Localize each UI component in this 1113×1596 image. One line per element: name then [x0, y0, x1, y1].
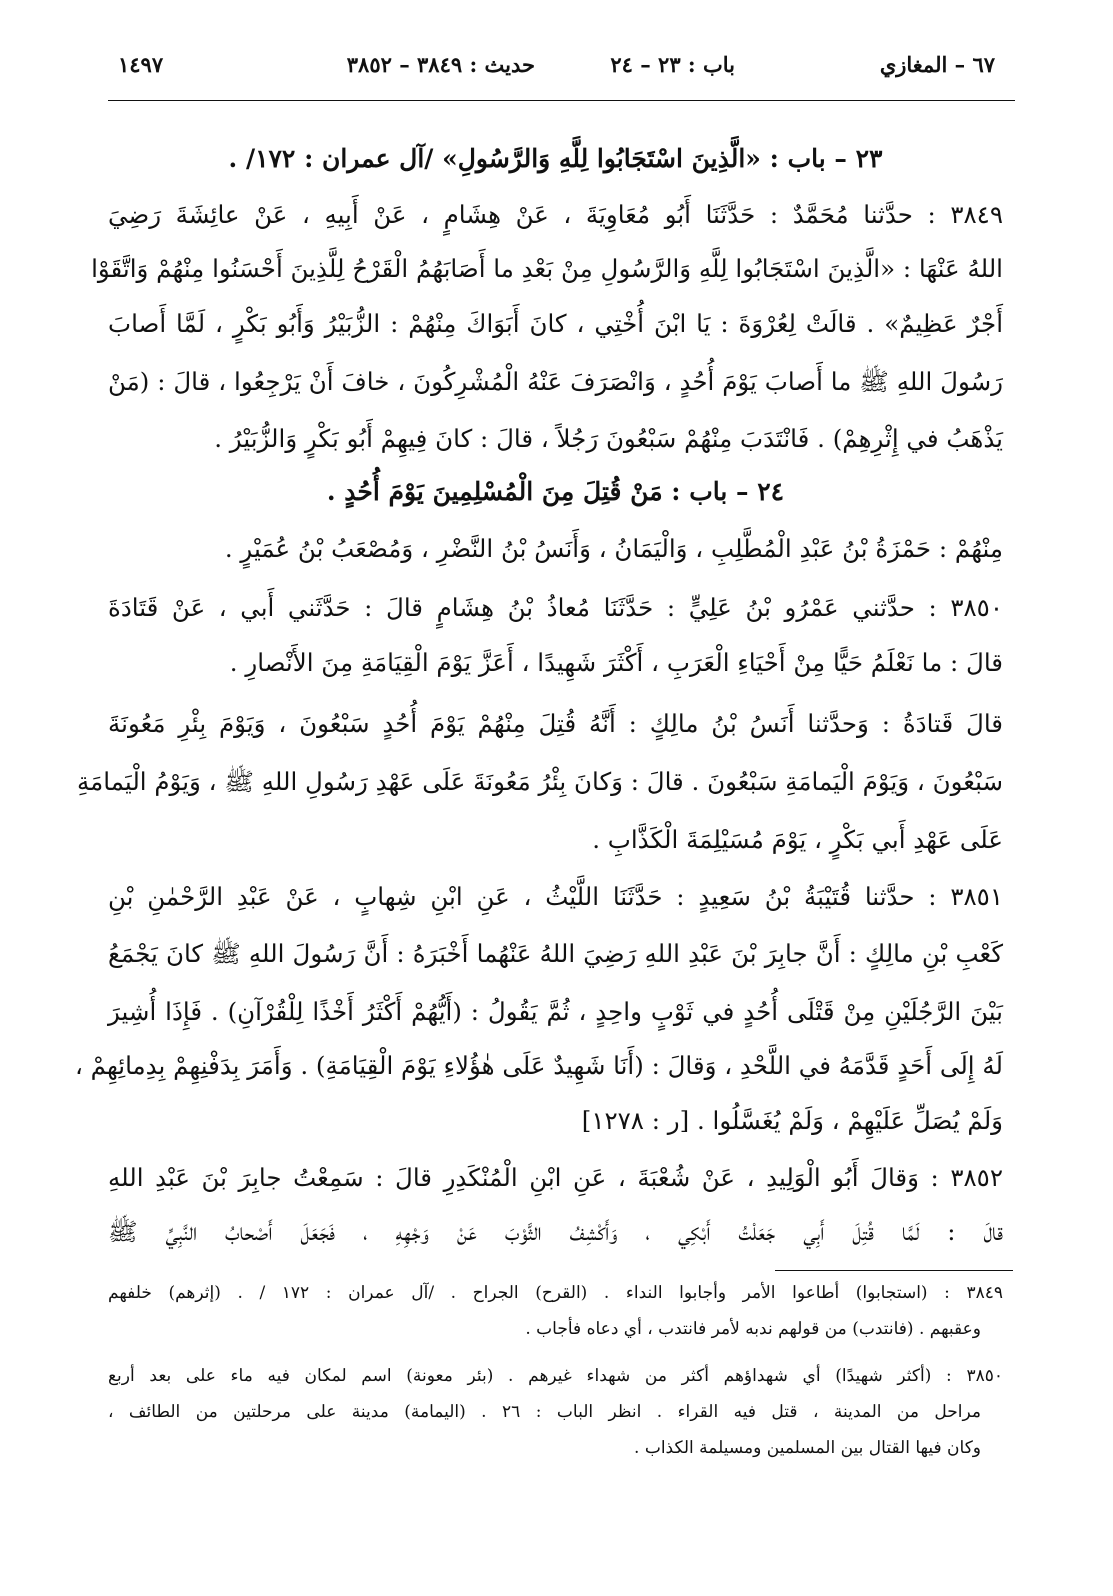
header-hadith-range: حديث : ٣٨٤٩ – ٣٨٥٢ [346, 52, 535, 77]
hadith-3849-line-1: ٣٨٤٩ : حدَّثنا مُحَمَّدٌ : حَدَّثَنَا أَبُو مُعَاوِيَةَ ، عَنْ هِشَامٍ ، عَنْ أَبِيهِ ، عَنْ عائِشَةَ رَضِيَ [108, 200, 1003, 229]
hadith-3850-line-5: عَلَى عَهْدِ أَبي بَكْرٍ ، يَوْمَ مُسَيْلِمَةَ الْكَذَّابِ . [592, 825, 1003, 854]
footnote-3850-line-2: مراحل من المدينة ، قتل فيه القراء . انظر الباب : ٢٦ . (اليمامة) مدينة على مرحلتين من الطائف ، [108, 1402, 981, 1422]
header-bab-range: باب : ٢٣ – ٢٤ [610, 52, 735, 77]
hadith-3851-line-4: لَهُ إِلَى أَحَدٍ قَدَّمَهُ في اللَّحْدِ ، وَقالَ : (أَنَا شَهِيدٌ عَلَى هٰؤُلاءِ يَوْمَ الْقِيَامَةِ) . وَأَمَرَ بِدَفْنِهِمْ بِدِمائِهِمْ ، [74, 1051, 1003, 1080]
footnote-3850-line-3: وكان فيها القتال بين المسلمين ومسيلمة الكذاب . [634, 1438, 981, 1458]
header-section-title: ٦٧ – المغازي [879, 52, 995, 77]
hadith-3851-line-5: وَلَمْ يُصَلِّ عَلَيْهِمْ ، وَلَمْ يُغَسَّلُوا . [ر : ١٢٧٨] [581, 1106, 1003, 1135]
hadith-3850-line-4: سَبْعُونَ ، وَيَوْمَ الْيَمامَةِ سَبْعُونَ . قالَ : وَكانَ بِئْرُ مَعُونَةَ عَلَى عَهْدِ رَسُولِ اللهِ ﷺ ، وَيَوْمُ الْيَمامَةِ [77, 767, 1003, 796]
hadith-3849-line-3: أَجْرٌ عَظِيمٌ» . قالَتْ لِعُرْوَةَ : يَا ابْنَ أُخْتِي ، كانَ أَبَوَاكَ مِنْهُمْ : الزُّبَيْرُ وَأَبُو بَكْرٍ ، لَمَّا أَصابَ [108, 309, 1003, 338]
hadith-3849-line-2: اللهُ عَنْهَا : «الَّذِينَ اسْتَجَابُوا لِلَّهِ وَالرَّسُولِ مِنْ بَعْدِ ما أَصَابَهُمُ الْقَرْحُ لِلَّذِينَ أَحْسَنُوا مِنْهُمْ وَاتَّقَوْا [91, 254, 1003, 283]
footnote-3849-line-2: وعقبهم . (فانتدب) من قولهم ندبه لأمر فانتدب ، أي دعاه فأجاب . [525, 1319, 981, 1339]
hadith-3850-line-2: قالَ : ما نَعْلَمُ حَيًّا مِنْ أَحْيَاءِ الْعَرَبِ ، أَكْثَرَ شَهِيدًا ، أَعَزَّ يَوْمَ الْقِيَامَةِ مِنَ الأَنْصارِ . [229, 648, 1003, 677]
footnote-3850-line-1: ٣٨٥٠ : (أكثر شهيدًا) أي شهداؤهم أكثر من شهداء غيرهم . (بئر معونة) اسم لمكان فيه ماء على بعد أربع [108, 1366, 1003, 1386]
page-number: ١٤٩٧ [118, 52, 164, 77]
running-header [108, 48, 1005, 88]
footnote-3849-line-1: ٣٨٤٩ : (استجابوا) أطاعوا الأمر وأجابوا النداء . (القرح) الجراح . /آل عمران : ١٧٢ / . (إثرهم) خلفهم [108, 1283, 1004, 1303]
header-divider [108, 100, 1015, 101]
hadith-3850-line-1: ٣٨٥٠ : حدَّثني عَمْرُو بْنُ عَلِيٍّ : حَدَّثَنَا مُعاذُ بْنُ هِشَامٍ قالَ : حَدَّثَني أَبي ، عَنْ قَتَادَةَ [108, 593, 1003, 622]
hadith-3849-line-5: يَذْهَبُ في إِثْرِهِمْ) . فَانْتَدَبَ مِنْهُمْ سَبْعُونَ رَجُلاً ، قالَ : كانَ فِيهِمْ أَبُو بَكْرٍ وَالزُّبَيْرُ . [214, 424, 1003, 453]
hadith-3852-line-1: ٣٨٥٢ : وَقالَ أَبُو الْوَلِيدِ ، عَنْ شُعْبَةَ ، عَنِ ابْنِ الْمُنْكَدِرِ قالَ : سَمِعْتُ جابِرَ بْنَ عَبْدِ اللهِ [108, 1163, 1003, 1192]
chapter-heading-24: ٢٤ – باب : مَنْ قُتِلَ مِنَ الْمُسْلِمِينَ يَوْمَ أُحُدٍ . [326, 477, 785, 506]
martyrs-list-line: مِنْهُمْ : حَمْزَةُ بْنُ عَبْدِ الْمُطَّلِبِ ، وَالْيَمَانُ ، وَأَنَسُ بْنُ النَّضْرِ ، وَمُصْعَبُ بْنُ عُمَيْرٍ . [224, 534, 1003, 563]
hadith-3850-line-3: قالَ قَتادَةُ : وَحدَّثنا أَنَسُ بْنُ مالِكٍ : أَنَّهُ قُتِلَ مِنْهُمْ يَوْمَ أُحُدٍ سَبْعُونَ ، وَيَوْمَ بِئْرِ مَعُونَةَ [108, 709, 1003, 738]
chapter-heading-23: ٢٣ – باب : «الَّذِينَ اسْتَجَابُوا لِلَّهِ وَالرَّسُولِ» /آل عمران : ١٧٢/ . [228, 144, 883, 173]
hadith-3851-line-3: بَيْنَ الرَّجُلَيْنِ مِنْ قَتْلَى أُحُدٍ في ثَوْبٍ واحِدٍ ، ثُمَّ يَقُولُ : (أَيُّهُمْ أَكْثَرُ أَخْذًا لِلْقُرْآنِ) . فَإِذَا أُشِيرَ [108, 997, 1003, 1026]
hadith-3852-line-2: قالَ : لَمَّا قُتِلَ أَبِي جَعَلْتُ أَبْكِي ، وَأَكْشِفُ الثَّوْبَ عَنْ وَجْهِهِ ، فَجَعَلَ أَصْحابُ النَّبِيِّ ﷺ [108, 1217, 1003, 1246]
hadith-3851-line-2: كَعْبِ بْنِ مالِكٍ : أَنَّ جابِرَ بْنَ عَبْدِ اللهِ رَضِيَ اللهُ عَنْهُما أَخْبَرَهُ : أَنَّ رَسُولَ اللهِ ﷺ كانَ يَجْمَعُ [108, 939, 1003, 968]
hadith-3851-line-1: ٣٨٥١ : حدَّثنا قُتَيْبَةُ بْنُ سَعِيدٍ : حَدَّثَنَا اللَّيْثُ ، عَنِ ابْنِ شِهابٍ ، عَنْ عَبْدِ الرَّحْمٰنِ بْنِ [108, 882, 1003, 911]
hadith-3849-line-4: رَسُولَ اللهِ ﷺ ما أَصابَ يَوْمَ أُحُدٍ ، وَانْصَرَفَ عَنْهُ الْمُشْرِكُونَ ، خافَ أَنْ يَرْجِعُوا ، قالَ : (مَنْ [108, 367, 1003, 396]
footnote-divider [775, 1270, 1013, 1271]
